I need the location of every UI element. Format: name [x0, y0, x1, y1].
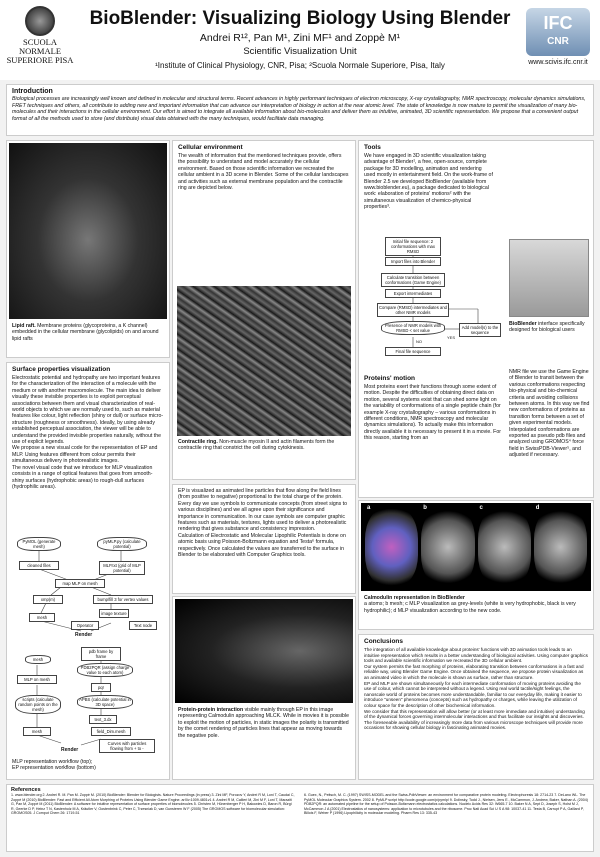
actin-caption-title: Contractile ring.	[178, 439, 218, 445]
ep-text-2: Every day we use symbols to communicate concepts (from street signs to various disciplines) and we all agree upon their significance and importance in communication. In our case symbols are computer graphic features such as materials, textures, lights used to deliver a photorealistic rendering that gives substance and consistency impression.	[178, 500, 347, 533]
ifc-logo-text: IFC	[543, 13, 573, 33]
conclusions-panel	[358, 634, 594, 780]
ep-node-pdb: pdb frame by frame	[81, 647, 121, 661]
motion-flowchart	[363, 237, 503, 369]
surface-text-3: The novel visual code that we introduce for MLP visualization consists in a range of optical features that goes from smooth-shiny surfaces (hydrophobic areas) to rough-dull surfaces (hydrophilic areas).	[12, 464, 153, 490]
ifc-logo	[522, 8, 594, 74]
cnr-logo-text: CNR	[547, 36, 569, 47]
contractile-ring-image	[177, 286, 351, 436]
ep-text: EP is visualized as animated line particles that flow along the field lines (from positive to negative) proportional to the total charge of the protein.	[178, 488, 343, 501]
header	[0, 0, 600, 80]
mlp-node-xmp: xmp(m)	[33, 595, 63, 604]
mlp-node-map: map MLP on mesh	[55, 579, 105, 588]
epmlp-caption-text: visible mainly through EP in this image representing Calmodulin approaching MLCK. While in movies it is possible to exploit the motion of particles, in static images the polarity is transmitted by the comet rendering of particles lines that appear as moving towards the negative pole.	[178, 707, 349, 739]
ep-flowchart	[11, 647, 165, 757]
flow-node-calculate: Calculate transition between conformations (Game Engine)	[381, 273, 445, 287]
mlp-node-operator: Operator	[71, 621, 99, 630]
calmodulin-caption	[364, 595, 590, 614]
workflow-caption	[12, 759, 167, 772]
sns-logo-text: SCUOLA NORMALE SUPERIORE PISA	[6, 37, 74, 65]
references-col-2: 6. Guex, N., Peitsch, M. C. (1997) SWISS-MODEL and the Swiss-PdbViewer: an environment for comparative protein modeling. Electrophoresis 18: 2714-23 7. DeLano WL. The PyMOL Molecular Graphics System. 2002 8. PyMLP script http://code.google.com/p/pymlp/ 9. Dolinsky, Todd J., Nielsen, Jens E., McCammon, J. Andrew, Baker, Nathan A. (2004) PDB2PQR: an automated pipeline for the setup of Poisson-Boltzmann electrostatics calculations. Nucleic Acids Res 32: W665-7 10. Baker N A, Sept D, Joseph S, Holst M J, McCammon J A (2001) Electrostatics of nanosystems: application to microtubules and the ribosome. Proc Natl Acad Sci U S A 98: 10037-41 11. Testa B, Carrupt P A, Gaillard P, Billois F, Weber P (1996) Lipophilicity in molecular modeling. Pharm Res 13: 335-43	[304, 793, 588, 816]
calmodulin-mlp-grey-image	[478, 507, 531, 587]
mlp-node-render: Render	[75, 632, 93, 638]
bioblender-interface-image	[509, 239, 589, 317]
affiliation: ¹Institute of Clinical Physiology, CNR, Pisa; ²Scuola Normale Superiore, Pisa, Italy	[155, 61, 445, 70]
flow-node-presence: Presence of NMR models with RMSD < set value	[381, 321, 445, 335]
conclusions-text-5: The foreseeable availability of increasingly more data from various microscope techniques will provide more occasions for showing cellular biology in fascinating animated movies.	[364, 719, 583, 731]
flow-node-import: Import files into Blender	[385, 257, 441, 266]
actin-caption-text: Non-muscle myosin II and actin filaments form the contractile ring that constrict the cell during cytokinesis.	[178, 439, 335, 452]
flow-no-label: NO	[416, 339, 422, 344]
panel-label-a: a	[367, 505, 371, 511]
unit: Scientific Visualization Unit	[243, 46, 357, 57]
contractile-ring-caption	[178, 439, 350, 452]
conclusions-text: The integration of all available knowledge about proteins' functions with 3D animation tools leads to an intuitive representation which results in a better understanding of biological activities. Using computer graphics tools and available scientific information we recreated the 3D cellular ambient.	[364, 647, 588, 664]
calmodulin-caption-text: a atoms; b mesh; c MLP visualization as grey-levels (white is very hydrophobic, black is very hydrophilic); d MLP visualization according to the new code.	[364, 601, 576, 614]
tools-text: We have engaged in 3D scientific visualization taking advantage of Blender¹, a free, open-source, complete package for 3D modelling, animation and rendering used mostly in entertainment field. On the work-frame of Blender 2.5 we developed BioBlender (available from www.bioblender.eu), a package dedicated to biological work: elaboration of proteins' motions² with the simultaneous visualization of chemico-physical properties³.	[364, 153, 493, 211]
mlp-node-cleaned: cleaned files	[19, 561, 59, 570]
ep-node-mesh: mesh	[23, 727, 51, 736]
intro-heading: Introduction	[12, 88, 53, 95]
ep-node-title-mesh: mesh	[25, 655, 51, 664]
mlp-node-bump: bump/fill 3 for vertex values	[93, 595, 153, 604]
cellular-text: The wealth of information that the mentioned techniques provide, offers the possibility to understand and model accurately the cellular environment. Based on those scientific information we recreated the cellular ambient in a 3D scene in Blender. Some of the cellular landscapes and activities such as external membrane population and the contractile ring are depicted below.	[178, 153, 349, 192]
conclusions-text-4: We consider that this representation will allow better (or at least more immediate and intuitive) understanding of the dynamical forces governing intermolecular interactions and thus facilitate our insights and discoveries.	[364, 708, 585, 720]
ep-node-apbs: APBS (calculate potential in 3D space)	[77, 695, 133, 709]
intro-text: Biological processes are increasingly well known and defined in molecular and structural terms. Recent advances in highly performant techniques of electron microscopy, X-ray crystallography, NMR spectroscopy, molecular dynamics simulations, FRET techniques and others, all contribute to adding new and important information that can advance our interpretation of biology in action at the near atomic level. The state of knowledge is now mature to permit the visualization of many bio-molecules and their interactions in the cellular environment. Our effort is aimed to integrate all available information about bio-molecules and deliver them as intuitive, animated, 3D scientific representation. We propose that a convenient output format of all the methods used to store (and distribute) visual data obtained with the many techniques, would facilitate data managing.	[12, 96, 586, 122]
calmodulin-mesh-image	[421, 507, 474, 587]
proteins-motion-text: Most proteins exert their functions through some extent of motion. Despite the difficulties of obtaining direct data on motion, several systems exist that can shed some light on the variability of conformations of a single peptide chain (for example X-ray crystallography – various conformations in different conditions, NMR spectroscopy and molecular dynamics simulations). To actually make this information directly available it is necessary to present it in a movie. For this reason, starting from an	[364, 384, 501, 442]
mlp-node-pymlp: pyMLP.py (calculate potential)	[97, 537, 147, 551]
bioblender-caption	[509, 321, 591, 334]
authors: Andrei R¹², Pan M¹, Zini MF¹ and Zoppè M¹	[199, 32, 401, 44]
calmodulin-images	[361, 503, 591, 591]
mlp-node-mesh: mesh	[29, 613, 55, 622]
protein-interaction-panel	[172, 596, 356, 780]
lipid-raft-panel	[6, 140, 170, 358]
mlp-node-text-node: Text node	[129, 621, 157, 630]
calmodulin-mlp-code-image	[534, 507, 587, 587]
conclusions-heading: Conclusions	[364, 638, 404, 645]
panel-label-b: b	[423, 505, 427, 511]
references-heading: References	[11, 787, 41, 793]
mlp-node-mlptxt: MLP.txt (grid of MLP potential)	[99, 561, 145, 575]
protein-interaction-caption	[178, 707, 350, 739]
calmodulin-heading: Calmodulin representation in BioBlender	[364, 595, 465, 601]
poster-title: BioBlender: Visualizing Biology Using Blender	[89, 8, 511, 29]
ep-node-pqr: pqr	[91, 683, 111, 692]
epmlp-caption-title: Protein-protein interaction	[178, 707, 244, 713]
surface-text: Electrostatic potential and hydropathy are two important features for the characterization of the interaction of a molecule with the medium or with another macromolecule. The main idea to deliver visually these invisible properties is to exploit perceptual associations between them and visual characterization of real-world objects to which we are normally used to, such as material features like colour, light reflection (shiny or dull) or surface micro-structure (roughness or smoothness). Ideally, by using already established perceptual association, the viewer will be able to understand the provided invisible properties naturally, without the use of explicit legends.	[12, 375, 164, 446]
mlp-node-pymol: PyMOL (generate mesh)	[17, 537, 61, 551]
ifc-badge	[526, 8, 590, 56]
cellular-heading: Cellular environment	[178, 144, 243, 151]
references-col-1: 1. www.blender.org 2. Andrei R. M. Pan M. Zoppè M. (2010) BioBlender: Blender for Biologists. Nature Proceedings (in press) 3. Zini MF, Porozov Y, Andrei R M, Loni T, Caudai C, Zoppè M (2010) BioBlender: Fast and Efficient All Atom Morphing of Proteins Using Blender Game Engine. arXiv:1009.4801v1 4. Andrei R M, Callieri M, Zini M F, Loni T, Maraziti G, Pan M, Zoppè M (2011) BioBlender: A software for intuitive representation of surface properties of biomolecules 5. Christen M, Hünenberger P H, Bakowies D, Baron R, Bürgi R, Geerke D P, Heinz T N, Kastenholz M A, Kräutler V, Oostenbrink C, Peter C, Trzesniak D, van Gunsteren W F (2005) The GROMOS software for biomolecular simulation: GROMOS05. J Comput Chem 26: 1719-51	[11, 793, 295, 816]
flow-node-export: Export intermediates	[385, 289, 441, 298]
proteins-motion-heading: Proteins' motion	[364, 375, 416, 382]
lipid-raft-image	[9, 143, 167, 319]
tools-caption-text: interface specifically designed for biological users	[509, 321, 585, 334]
flow-yes-label: YES	[447, 335, 456, 340]
protein-interaction-image	[175, 599, 353, 703]
mlp-workflow-caption: MLP representation workflow (top);	[12, 759, 93, 765]
ep-node-render: Render	[61, 747, 79, 753]
flow-node-final: Final file sequence	[385, 347, 441, 356]
ep-text-3: Calculation of Electrostatic and Molecular Lipophilic Potentials is done on atomic basis using Poisson-Boltzmann equation and Testa⁶ formula, respectively. Once calculated the values are transferred to the surface in Blender to be elaborated with Computer Graphics tools.	[178, 532, 346, 559]
tools-panel	[358, 140, 594, 498]
surface-properties-panel	[6, 362, 170, 780]
surface-heading: Surface properties visualization	[12, 366, 111, 373]
introduction	[6, 84, 594, 136]
ep-node-mlp-on-mesh: MLP on mesh	[17, 675, 57, 684]
references	[6, 784, 594, 852]
mlp-node-image-texture: image texture	[99, 609, 129, 618]
conclusions-text-2: Our system permits the fast morphing of proteins, elaborating transition between conformations in a fast and reliable way, using Blender Game Engine. Once obtained the sequence, we propose protein visualization as an animated video in which the molecule is shown as surface, rather than structure.	[364, 663, 584, 680]
proteins-motion-section	[364, 375, 504, 442]
lipid-raft-caption	[12, 323, 167, 342]
ep-node-pdb2pqr: PDB2PQR (assign charge value to each atom)	[77, 663, 133, 677]
flow-node-compare: Compare (RMSD) intermediates and other NMR models	[377, 303, 449, 317]
flow-node-add: Add model(s) to the sequence	[459, 323, 501, 337]
references-columns	[11, 793, 589, 816]
tools-heading: Tools	[364, 144, 381, 151]
calmodulin-atoms-image	[365, 507, 418, 587]
crest-icon	[25, 6, 55, 36]
flow-node-initial: Initial file sequence: 2 conformations with max RMSD	[385, 237, 441, 256]
surface-text-2: We propose a new visual code for the representation of EP and MLP. Using features different from colour permits their simultaneous delivery in photorealistic images.	[12, 445, 158, 465]
lipid-caption-title: Lipid raft.	[12, 323, 36, 329]
ep-node-field: field_Dim.mesh	[91, 727, 131, 736]
lipid-caption-text: Membrane proteins (glycoproteins, a K channel) embedded in the cellular membrane (glycolipids) on and around lipid rafts	[12, 323, 159, 342]
ep-node-curves: Curves with particles flowing from + to -	[99, 739, 155, 753]
ep-node-scripts: scripts (calculate random points on the mesh)	[15, 695, 61, 714]
calmodulin-panel	[358, 500, 594, 630]
tools-caption-title: BioBlender	[509, 321, 537, 327]
cellular-panel	[172, 140, 356, 480]
ep-text-panel	[172, 484, 356, 594]
ep-node-textdx: text_3.dx	[89, 715, 117, 724]
conclusions-text-3: EP and MLP are shown simultaneously for each intermediate conformation of moving proteins avoiding the use of colour, which cannot be interpreted without a legend. Using real world tactile/sight feelings, the nanoscale world of proteins becomes more understandable, familiar to our everyday life, making it easier to introduce "unseen" phenomena (concepts) such as hydropathy or charges, while leaving the utilization of colour space for the description of other biochemical information.	[364, 680, 582, 708]
mlp-flowchart	[11, 533, 165, 641]
panel-label-c: c	[479, 505, 483, 511]
sns-logo	[6, 6, 74, 74]
ifc-url: www.scivis.ifc.cnr.it	[528, 59, 588, 66]
ep-workflow-caption: EP representation workflow (bottom)	[12, 765, 96, 772]
proteins-motion-text-2: NMR file we use the Game Engine of Blender to transit between the various conformations respecting bio-physical and bio-chemical criteria and avoiding collisions between atoms. In this way we find new conformations of proteins as transition forms between a set of given experimental models. Interpolated conformations are exported as pseudo pdb files and analyzed using GROMOS⁴ force field in SwissPDB-Viewer⁵, and adjusted if necessary.	[509, 369, 590, 459]
panel-label-d: d	[535, 505, 540, 511]
